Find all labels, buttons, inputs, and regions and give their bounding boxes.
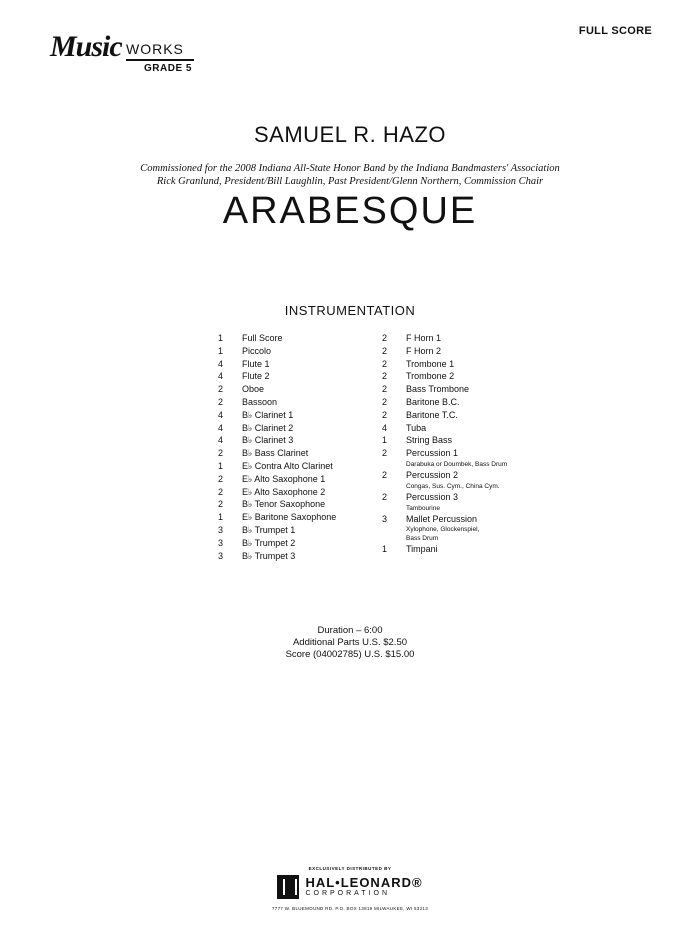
instrument-row xyxy=(382,409,542,422)
instrument-row xyxy=(382,543,542,556)
instrument-quantity: 3 xyxy=(218,537,224,548)
instrument-name: Full Score xyxy=(242,333,283,343)
publisher-name: HAL•LEONARD® xyxy=(305,875,423,890)
instrument-row xyxy=(218,473,378,486)
instrument-row xyxy=(218,550,378,563)
instrument-quantity: 2 xyxy=(218,448,224,459)
instrument-row xyxy=(218,511,378,524)
instrument-name: B♭ Clarinet 1 xyxy=(242,409,294,420)
instrument-quantity: 3 xyxy=(382,513,388,524)
instrument-note: Xylophone, Glockenspiel, xyxy=(406,526,480,534)
score-price: Score (04002785) U.S. $15.00 xyxy=(285,649,415,660)
instrument-name: Trombone 2 xyxy=(406,371,455,382)
instrument-row xyxy=(382,434,542,447)
instrument-quantity: 2 xyxy=(218,499,224,510)
additional-parts-price: Additional Parts U.S. $2.50 xyxy=(292,637,408,648)
instrument-name: B♭ Trumpet 1 xyxy=(242,524,296,535)
instrument-quantity: 1 xyxy=(382,435,388,446)
instrument-row xyxy=(218,345,378,358)
instrument-name: B♭ Clarinet 2 xyxy=(242,422,294,433)
instrument-row xyxy=(382,422,542,435)
instrument-row xyxy=(382,513,542,535)
instrument-row xyxy=(382,383,542,396)
instrument-name: E♭ Alto Saxophone 2 xyxy=(242,486,326,497)
instrument-name: Tuba xyxy=(406,422,427,433)
instrument-name: Trombone 1 xyxy=(406,358,455,369)
instrument-name: B♭ Tenor Saxophone xyxy=(242,499,326,510)
instrument-quantity: 2 xyxy=(382,371,388,382)
instrument-name: String Bass xyxy=(406,435,453,446)
instrument-quantity: 1 xyxy=(218,512,224,523)
instrument-quantity: 2 xyxy=(382,358,388,369)
composer-name: SAMUEL R. HAZO xyxy=(254,122,446,147)
instrument-quantity: 4 xyxy=(382,422,388,433)
instrumentation-right-column xyxy=(382,332,542,556)
instrument-quantity: 1 xyxy=(382,544,388,555)
instrument-name: Timpani xyxy=(406,544,438,555)
distributed-by: EXCLUSIVELY DISTRIBUTED BY xyxy=(308,866,392,871)
logo-music-text: Music xyxy=(50,30,122,63)
grade-label: GRADE 5 xyxy=(144,63,192,74)
instrument-quantity: 2 xyxy=(382,345,388,356)
instrument-row xyxy=(382,396,542,409)
instrument-name: Bassoon xyxy=(242,396,278,407)
instrument-quantity: 2 xyxy=(382,491,388,502)
instrument-row xyxy=(382,447,542,469)
instrument-name: Mallet Percussion xyxy=(406,513,478,524)
instrument-row xyxy=(218,396,378,409)
instrument-row xyxy=(382,469,542,491)
instrument-quantity xyxy=(382,534,406,543)
instrument-row xyxy=(382,370,542,383)
music-works-logo xyxy=(50,30,200,80)
pricing-block xyxy=(0,625,700,661)
instrument-quantity: 2 xyxy=(218,473,224,484)
instrument-quantity: 2 xyxy=(382,396,388,407)
instrument-quantity: 2 xyxy=(382,448,388,459)
instrument-quantity: 3 xyxy=(218,524,224,535)
instrument-name: Percussion 1 xyxy=(406,448,459,459)
instrument-name: Bass Trombone xyxy=(406,384,470,395)
instrument-name: E♭ Contra Alto Clarinet xyxy=(242,460,333,471)
instrument-quantity: 3 xyxy=(218,550,224,561)
instrument-name: Percussion 3 xyxy=(406,491,459,502)
instrument-name: Flute 2 xyxy=(242,371,270,382)
instrument-quantity: 1 xyxy=(218,333,224,343)
instrument-quantity: 2 xyxy=(382,409,388,420)
hal-leonard-logo xyxy=(277,875,422,899)
instrument-quantity: 4 xyxy=(218,409,224,420)
instrument-name: B♭ Trumpet 2 xyxy=(242,537,296,548)
instrument-quantity: 2 xyxy=(382,333,388,343)
instrument-quantity: 1 xyxy=(218,345,224,356)
instrument-name: Baritone B.C. xyxy=(406,396,460,407)
instrument-note: Bass Drum xyxy=(406,535,439,543)
logo-works-text: WORKS xyxy=(126,41,184,57)
instrumentation-heading: INSTRUMENTATION xyxy=(284,303,416,318)
commission-line-1: Commissioned for the 2008 Indiana All-State Honor Band by the Indiana Bandmasters' Association xyxy=(140,163,560,174)
instrument-row xyxy=(218,460,378,473)
piece-title: ARABESQUE xyxy=(222,190,478,232)
instrument-quantity: 2 xyxy=(218,486,224,497)
hal-leonard-emblem-icon xyxy=(277,875,299,899)
instrument-name: Piccolo xyxy=(242,345,272,356)
instrument-row xyxy=(218,370,378,383)
instrument-name: F Horn 2 xyxy=(406,345,442,356)
publisher-corporation: CORPORATION xyxy=(305,890,391,897)
instrument-name: B♭ Clarinet 3 xyxy=(242,435,294,446)
publisher-block xyxy=(0,866,700,911)
instrument-row xyxy=(382,345,542,358)
instrument-name: E♭ Alto Saxophone 1 xyxy=(242,473,326,484)
instrument-name: E♭ Baritone Saxophone xyxy=(242,512,337,523)
instrument-quantity: 2 xyxy=(218,384,224,395)
instrument-row xyxy=(218,447,378,460)
instrument-name: Flute 1 xyxy=(242,358,270,369)
instrument-row xyxy=(218,498,378,511)
instrument-quantity: 4 xyxy=(218,422,224,433)
instrument-row xyxy=(218,422,378,435)
instrument-row xyxy=(382,534,542,543)
instrument-row xyxy=(382,358,542,371)
instrumentation-left-column xyxy=(218,332,378,562)
instrument-name: Percussion 2 xyxy=(406,469,459,480)
instrument-note: Tambourine xyxy=(406,504,440,512)
instrument-quantity: 4 xyxy=(218,358,224,369)
instrument-quantity: 2 xyxy=(382,384,388,395)
full-score-label: FULL SCORE xyxy=(578,25,652,37)
instrument-note: Congas, Sus. Cym., China Cym. xyxy=(406,482,500,490)
instrument-quantity: 4 xyxy=(218,371,224,382)
instrument-row xyxy=(218,434,378,447)
instrument-name: Baritone T.C. xyxy=(406,409,458,420)
instrument-name: F Horn 1 xyxy=(406,333,442,343)
commission-line-2: Rick Granlund, President/Bill Laughlin, Past President/Glenn Northern, Commission Chair xyxy=(156,176,544,187)
instrument-row xyxy=(218,524,378,537)
instrument-quantity: 2 xyxy=(382,469,388,480)
instrument-row xyxy=(382,491,542,513)
instrument-row xyxy=(218,358,378,371)
instrument-row xyxy=(218,409,378,422)
instrument-row xyxy=(218,383,378,396)
instrument-name: B♭ Bass Clarinet xyxy=(242,448,309,459)
instrument-note: Darabuka or Doumbek, Bass Drum xyxy=(406,460,508,468)
logo-rule xyxy=(126,59,194,61)
instrument-name: Oboe xyxy=(242,384,265,395)
instrument-row xyxy=(218,332,378,345)
instrument-row xyxy=(218,537,378,550)
instrument-row xyxy=(218,486,378,499)
instrument-quantity: 2 xyxy=(218,396,224,407)
instrument-name: B♭ Trumpet 3 xyxy=(242,550,296,561)
instrument-row xyxy=(382,332,542,345)
instrument-quantity: 4 xyxy=(218,435,224,446)
duration: Duration – 6:00 xyxy=(317,625,383,636)
instrument-quantity: 1 xyxy=(218,460,224,471)
publisher-address: 7777 W. BLUEMOUND RD. P.O. BOX 13819 MILWAUKEE, WI 53213 xyxy=(271,906,429,911)
